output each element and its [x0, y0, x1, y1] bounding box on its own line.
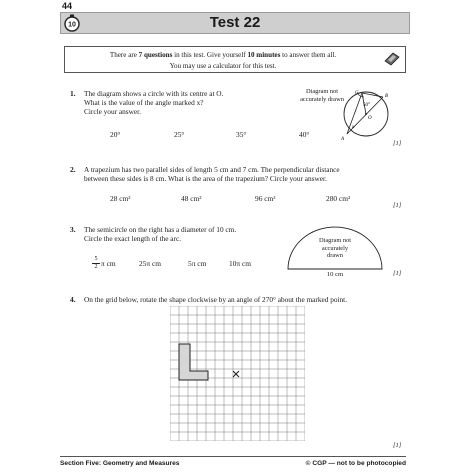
instructions-line-1: There are 7 questions in this test. Give yourself 10 minutes to answer them all. [109, 51, 337, 59]
q1-label-x: x [352, 125, 355, 130]
question-4-text: On the grid below, rotate the shape clockwise by an angle of 270° about the marked point. [84, 295, 348, 304]
footer-copyright: © CGP — not to be photocopied [305, 460, 406, 467]
q1-mark: [1] [393, 140, 402, 147]
l-shape [179, 344, 208, 380]
q3-diagram-note: Diagram not accurately drawn [318, 237, 352, 259]
footer-rule [60, 456, 406, 457]
question-2-text: A trapezium has two parallel sides of length 5 cm and 7 cm. The perpendicular distance between these sides is 8 cm. What is the area of the trapezium? Circle your answer. [84, 165, 340, 184]
q1-option-2[interactable]: 25° [174, 130, 185, 139]
q1-diagram-note: Diagram not accurately drawn [300, 88, 344, 103]
q1-option-3[interactable]: 35° [236, 130, 247, 139]
q3-fraction[interactable]: 5 2 [92, 256, 100, 270]
q4-mark: [1] [393, 442, 402, 449]
question-1-text: The diagram shows a circle with its centre at O. What is the value of the angle marked x? Circle your answer. [84, 89, 224, 117]
q1-option-1[interactable]: 20° [110, 130, 121, 139]
centre-of-rotation-marker [233, 371, 239, 377]
q2-option-1[interactable]: 28 cm² [110, 194, 131, 203]
question-1-number: 1. [70, 89, 76, 98]
stopwatch-icon [63, 14, 81, 32]
q2-option-4[interactable]: 280 cm² [326, 194, 351, 203]
instructions-line-2: You may use a calculator for this test. [169, 62, 277, 70]
question-3-text: The semicircle on the right has a diameter of 10 cm. Circle the exact length of the arc. [84, 225, 237, 244]
q1-label-angle: 50° [363, 103, 370, 108]
q2-mark: [1] [393, 202, 402, 209]
rotation-grid[interactable] [170, 306, 305, 441]
q1-label-b: B [385, 94, 389, 99]
circle-diagram [336, 88, 396, 143]
q3-option-4[interactable]: 10π cm [229, 259, 251, 268]
q3-option-3[interactable]: 5π cm [188, 259, 207, 268]
page-number: 44 [62, 1, 73, 11]
q2-option-3[interactable]: 96 cm² [255, 194, 276, 203]
calculator-icon [383, 51, 401, 67]
q3-diameter-label: 10 cm [326, 271, 344, 278]
page-title: Test 22 [209, 14, 261, 31]
q1-option-4[interactable]: 40° [299, 130, 310, 139]
footer-section: Section Five: Geometry and Measures [60, 460, 180, 467]
q1-label-c: C [355, 91, 359, 96]
q3-option-1[interactable]: π cm [101, 259, 116, 268]
q3-option-2[interactable]: 25π cm [139, 259, 161, 268]
q1-label-o: O [368, 116, 372, 121]
q2-option-2[interactable]: 48 cm² [181, 194, 202, 203]
timer-minutes: 10 [68, 21, 76, 29]
question-3-number: 3. [70, 225, 76, 234]
q3-mark: [1] [393, 270, 402, 277]
question-2-number: 2. [70, 165, 76, 174]
q1-label-a: A [341, 137, 345, 142]
question-4-number: 4. [70, 295, 76, 304]
